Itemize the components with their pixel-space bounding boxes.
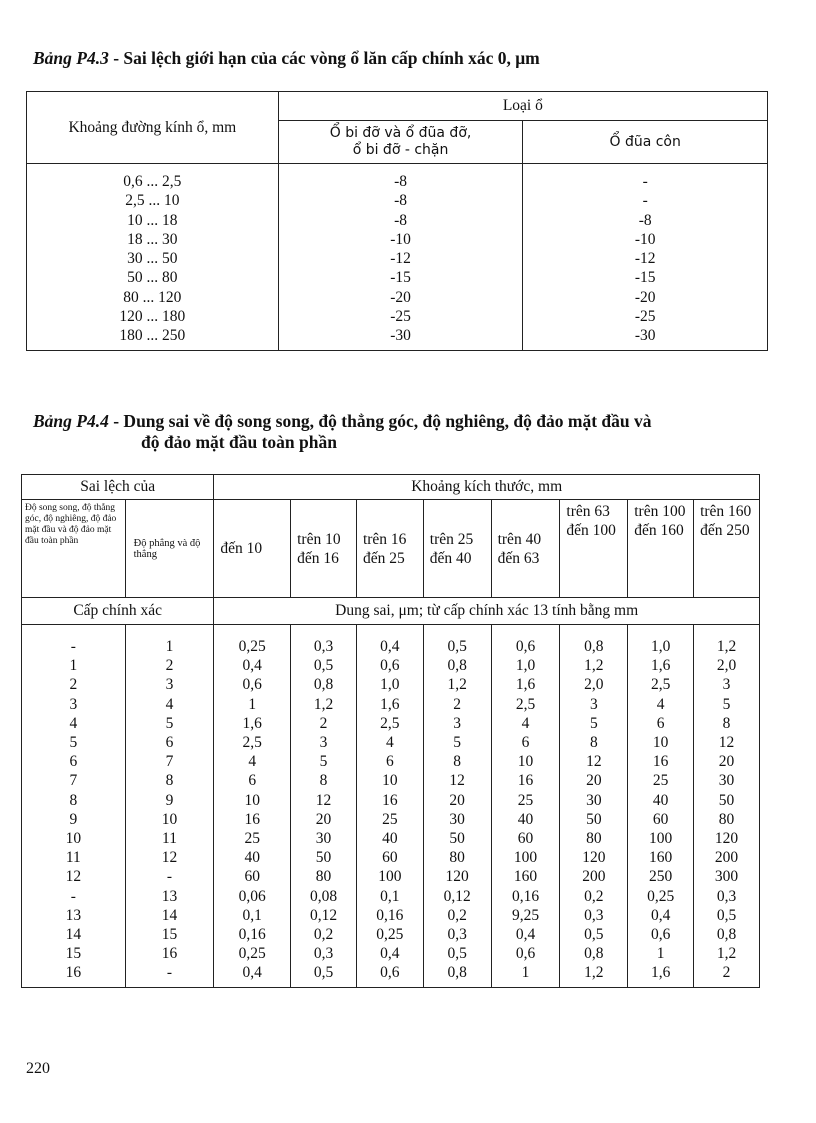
t44-col-values-2 [356, 625, 423, 988]
table-cell: 40 [244, 849, 260, 867]
table-cell: 0,5 [716, 906, 737, 924]
table-cell: 0,6 [650, 926, 671, 944]
table-cell: -8 [394, 192, 407, 210]
table-cell: 8 [722, 714, 731, 732]
table-cell: 30 [449, 810, 465, 828]
table-44-title-line1: - Dung sai về độ song song, độ thẳng góc, độ nghiêng, độ đảo mặt đầu và [108, 411, 652, 431]
table-cell: 0,4 [515, 926, 536, 944]
table-cell: -10 [634, 230, 656, 248]
table-cell: 0,3 [584, 906, 604, 924]
table-cell: 60 [382, 849, 398, 867]
table-cell: 25 [382, 810, 398, 828]
table-cell: 16 [652, 753, 669, 771]
t44-size-2: trên 16 đến 25 [356, 500, 423, 598]
table-cell: 0,1 [380, 887, 400, 905]
table-cell: 50 [449, 830, 465, 848]
table-cell: 80 ... 120 [123, 288, 182, 306]
table-cell: 6 [69, 753, 78, 771]
table-cell: 2,0 [716, 657, 737, 675]
table-cell: 12 [586, 753, 602, 771]
table-cell: 2,0 [584, 676, 604, 694]
table-cell: 10 [517, 753, 534, 771]
table-cell: 16 [382, 791, 398, 809]
table-cell: 25 [517, 791, 534, 809]
table-cell: 1,0 [515, 657, 536, 675]
table-cell: 0,6 [242, 676, 262, 694]
table-cell: 60 [517, 830, 534, 848]
table-cell: 12 [718, 734, 735, 752]
table-cell: 2,5 [380, 714, 400, 732]
table-cell: -30 [634, 327, 656, 345]
t44-col-values-1 [291, 625, 357, 988]
table-cell: 120 [445, 868, 469, 886]
t44-col-values-6 [628, 625, 694, 988]
table-cell: 40 [652, 791, 669, 809]
page-number: 220 [26, 1060, 50, 1077]
table-cell: 0,6 [380, 964, 400, 982]
table-cell: 5 [589, 714, 598, 732]
table-43-caption [33, 48, 540, 68]
t44-col-values-3 [423, 625, 491, 988]
table-cell: 1,2 [584, 964, 604, 982]
t44-header-sailech: Sai lệch của [22, 475, 214, 500]
table-cell: 30 ... 50 [127, 250, 178, 268]
table-cell: 80 [315, 868, 332, 886]
table-cell: 0,12 [443, 887, 471, 905]
table-cell: -12 [634, 250, 656, 268]
table-cell: -25 [390, 308, 411, 326]
table-cell: 13 [65, 906, 82, 924]
table-cell: 20 [449, 791, 465, 809]
table-cell: 3 [319, 734, 328, 752]
table-cell: - [642, 173, 648, 190]
table-cell: 0,08 [309, 887, 338, 905]
table-cell: 10 [382, 772, 398, 790]
table-cell: 14 [161, 906, 178, 924]
table-cell: 25 [244, 830, 260, 848]
table-cell: 0,16 [376, 906, 404, 924]
table-cell: 0,8 [447, 964, 467, 982]
t44-header-size-range: Khoảng kích thước, mm [214, 475, 760, 500]
t43-header-range: Khoảng đường kính ổ, mm [27, 92, 279, 164]
table-cell: 2,5 [242, 734, 262, 752]
t44-header-grade: Cấp chính xác [22, 598, 214, 625]
t44-size-1: trên 10 đến 16 [291, 500, 357, 598]
table-cell: 0,8 [313, 676, 334, 694]
table-cell: 200 [714, 849, 739, 867]
table-cell: -8 [638, 211, 652, 229]
table-cell: 0,4 [650, 906, 671, 924]
table-cell: 8 [453, 753, 462, 771]
table-cell: 120 [582, 849, 606, 867]
table-cell: 6 [521, 734, 530, 752]
table-cell: 0,6 [380, 657, 400, 675]
table-cell: - [70, 638, 76, 655]
table-cell: 10 [65, 830, 82, 848]
table-cell: 0,3 [447, 926, 467, 944]
table-cell: 20 [586, 772, 602, 790]
table-cell: -8 [394, 211, 407, 229]
t43-header-ball: Ổ bi đỡ và ổ đũa đỡ, ổ bi đỡ - chặn [278, 121, 523, 164]
table-cell: 30 [718, 772, 735, 790]
table-cell: 4 [385, 734, 394, 752]
table-cell: 25 [652, 772, 669, 790]
table-cell: 0,4 [380, 638, 400, 655]
table-cell: 50 [315, 849, 332, 867]
table-cell: 120 [714, 830, 739, 848]
t43-header-taper: Ổ đũa côn [523, 121, 768, 164]
table-cell: 0,2 [313, 926, 334, 944]
table-cell: 50 [586, 810, 602, 828]
table-cell: 16 [244, 810, 260, 828]
table-cell: -20 [390, 288, 411, 306]
table-cell: 12 [315, 791, 332, 809]
table-cell: 50 [718, 791, 735, 809]
table-cell: 0,6 [515, 638, 536, 655]
table-cell: 80 [449, 849, 465, 867]
table-cell: 0,3 [313, 638, 334, 655]
table-43-title: - Sai lệch giới hạn của các vòng ổ lăn cấp chính xác 0, μm [108, 48, 540, 68]
table-cell: 30 [586, 791, 602, 809]
t44-size-0: đến 10 [214, 500, 291, 598]
t44-size-4: trên 40 đến 63 [491, 500, 560, 598]
table-cell: 1 [521, 964, 530, 982]
table-cell: 40 [517, 810, 534, 828]
table-cell: 7 [165, 753, 174, 771]
table-cell: 1,2 [716, 945, 737, 963]
t44-sub-parallelism: Độ song song, độ thẳng góc, độ nghiêng, độ đảo mặt đầu và độ đảo mặt đầu toàn phần [22, 500, 126, 598]
table-cell: 6 [656, 714, 665, 732]
table-cell: 8 [165, 772, 174, 790]
table-cell: 8 [319, 772, 328, 790]
table-cell: 1,6 [515, 676, 536, 694]
table-cell: 0,2 [447, 906, 467, 924]
table-cell: 0,3 [716, 887, 737, 905]
table-cell: -15 [634, 269, 656, 287]
table-cell: 5 [319, 753, 328, 771]
table-cell: 10 [244, 791, 260, 809]
table-cell: 3 [165, 676, 174, 694]
table-cell: 3 [453, 714, 462, 732]
table-cell: 1,6 [242, 714, 262, 732]
table-cell: 1 [248, 695, 257, 713]
table-cell: 2,5 ... 10 [125, 192, 180, 210]
t44-sub-flatness: Độ phẳng và độ thẳng [125, 500, 214, 598]
table-cell: 1,6 [650, 657, 671, 675]
table-cell: 15 [65, 945, 82, 963]
table-cell: 10 [652, 734, 669, 752]
table-cell: 6 [385, 753, 394, 771]
table-cell: 0,3 [313, 945, 334, 963]
table-44-label: Bảng P4.4 [33, 411, 109, 431]
table-cell: 3 [722, 676, 731, 694]
table-cell: -20 [634, 288, 656, 306]
table-43-label: Bảng P4.3 [33, 48, 109, 68]
table-cell: 180 ... 250 [119, 327, 186, 345]
table-cell: 0,16 [511, 887, 540, 905]
table-cell: 100 [378, 868, 402, 886]
table-cell: 60 [652, 810, 669, 828]
table-cell: 0,12 [309, 906, 338, 924]
t43-header-bearing-type: Loại ổ [278, 92, 767, 121]
table-cell: 16 [517, 772, 534, 790]
table-cell: -25 [634, 308, 656, 326]
table-cell: 5 [165, 714, 174, 732]
table-cell: 160 [649, 849, 673, 867]
t44-col-grade-flatness [125, 625, 214, 988]
table-cell: 160 [513, 868, 538, 886]
table-cell: 10 [161, 810, 178, 828]
t44-header-tolerance: Dung sai, μm; từ cấp chính xác 13 tính bằng mm [214, 598, 760, 625]
table-cell: 12 [65, 868, 82, 886]
table-cell: 40 [382, 830, 398, 848]
table-cell: 1,2 [716, 638, 737, 655]
table-cell: 3 [69, 695, 78, 713]
table-cell: 5 [69, 734, 78, 752]
table-cell: 0,5 [313, 964, 334, 982]
table-cell: 0,6 ... 2,5 [123, 173, 182, 190]
table-cell: 11 [162, 830, 177, 848]
table-cell: 13 [161, 887, 178, 905]
table-cell: 9 [165, 791, 174, 809]
table-cell: 0,1 [242, 906, 262, 924]
table-cell: 8 [589, 734, 598, 752]
table-cell: 10 ... 18 [127, 211, 178, 229]
table-43 [26, 91, 768, 351]
table-cell: 5 [453, 734, 462, 752]
table-cell: 2 [69, 676, 78, 694]
table-cell: 100 [513, 849, 538, 867]
t43-col-ball [278, 164, 523, 351]
table-cell: 6 [248, 772, 257, 790]
table-cell: 50 ... 80 [127, 269, 178, 287]
table-cell: 0,5 [584, 926, 604, 944]
table-cell: 2 [319, 714, 328, 732]
table-cell: 300 [714, 868, 739, 886]
table-cell: 60 [244, 868, 260, 886]
table-cell: 20 [315, 810, 332, 828]
table-cell: 1,2 [447, 676, 467, 694]
table-44 [21, 474, 760, 988]
table-cell: 0,4 [242, 657, 262, 675]
table-cell: 1 [69, 657, 78, 675]
table-cell: 9 [69, 810, 78, 828]
table-cell: 16 [65, 964, 82, 982]
t44-col-values-7 [694, 625, 760, 988]
table-cell: 4 [69, 714, 78, 732]
table-cell: 12 [449, 772, 465, 790]
table-cell: 1,2 [313, 695, 334, 713]
t44-size-6: trên 100 đến 160 [628, 500, 694, 598]
table-cell: 120 ... 180 [119, 308, 186, 326]
table-cell: 1 [656, 945, 665, 963]
table-cell: 30 [315, 830, 332, 848]
table-cell: - [70, 887, 76, 905]
table-cell: 0,25 [647, 887, 675, 905]
t44-col-values-4 [491, 625, 560, 988]
table-cell: 1,6 [650, 964, 671, 982]
table-cell: 0,8 [584, 945, 604, 963]
table-cell: -30 [390, 327, 411, 345]
table-cell: 4 [165, 695, 174, 713]
table-cell: 0,4 [380, 945, 400, 963]
table-cell: - [166, 868, 173, 886]
table-cell: 11 [65, 849, 81, 867]
t44-col-values-5 [560, 625, 628, 988]
table-cell: 100 [649, 830, 673, 848]
table-cell: 0,5 [313, 657, 334, 675]
table-cell: 0,6 [515, 945, 536, 963]
table-cell: 0,25 [376, 926, 404, 944]
table-cell: 0,8 [716, 926, 737, 944]
table-cell: 0,8 [584, 638, 604, 655]
table-cell: 15 [161, 926, 178, 944]
table-cell: 0,06 [238, 887, 266, 905]
table-cell: 1,2 [584, 657, 604, 675]
table-cell: -15 [390, 269, 411, 287]
table-cell: 4 [248, 753, 257, 771]
table-cell: - [642, 192, 648, 210]
t44-col-grade-parallelism [22, 625, 126, 988]
table-cell: -10 [390, 230, 411, 248]
t44-size-3: trên 25 đến 40 [423, 500, 491, 598]
table-cell: 4 [521, 714, 530, 732]
table-cell: 8 [69, 791, 78, 809]
table-cell: -8 [394, 173, 407, 190]
table-cell: 0,2 [584, 887, 604, 905]
table-cell: 12 [161, 849, 178, 867]
t44-col-values-0 [214, 625, 291, 988]
table-44-caption [33, 411, 652, 431]
table-cell: 2 [165, 657, 174, 675]
t44-size-7: trên 160 đến 250 [694, 500, 760, 598]
table-cell: 2 [722, 964, 731, 982]
table-cell: 200 [582, 868, 606, 886]
t43-col-taper [523, 164, 768, 351]
table-cell: 80 [586, 830, 602, 848]
table-cell: 18 ... 30 [127, 230, 178, 248]
table-cell: 20 [718, 753, 735, 771]
table-cell: 2,5 [515, 695, 536, 713]
table-cell: 0,25 [238, 945, 266, 963]
table-cell: 80 [718, 810, 735, 828]
table-cell: 9,25 [511, 906, 540, 924]
table-cell: 1,0 [380, 676, 400, 694]
table-cell: 1,6 [380, 695, 400, 713]
table-cell: -12 [390, 250, 411, 268]
table-cell: - [166, 964, 173, 982]
table-cell: 4 [656, 695, 665, 713]
table-cell: 7 [69, 772, 78, 790]
table-cell: 0,4 [242, 964, 262, 982]
table-cell: 6 [165, 734, 174, 752]
table-cell: 250 [649, 868, 673, 886]
table-cell: 16 [161, 945, 178, 963]
table-cell: 1 [165, 638, 174, 655]
t44-size-5: trên 63 đến 100 [560, 500, 628, 598]
table-cell: 0,8 [447, 657, 467, 675]
table-cell: 0,16 [238, 926, 266, 944]
t43-col-ranges [27, 164, 279, 351]
table-44-caption-line2: độ đảo mặt đầu toàn phần [141, 432, 337, 452]
table-cell: 3 [589, 695, 598, 713]
table-cell: 2,5 [650, 676, 671, 694]
table-cell: 5 [722, 695, 731, 713]
table-cell: 14 [65, 926, 82, 944]
table-cell: 1,0 [650, 638, 671, 655]
table-cell: 0,5 [447, 638, 467, 655]
table-cell: 0,25 [238, 638, 266, 655]
table-cell: 0,5 [447, 945, 467, 963]
table-cell: 2 [453, 695, 462, 713]
